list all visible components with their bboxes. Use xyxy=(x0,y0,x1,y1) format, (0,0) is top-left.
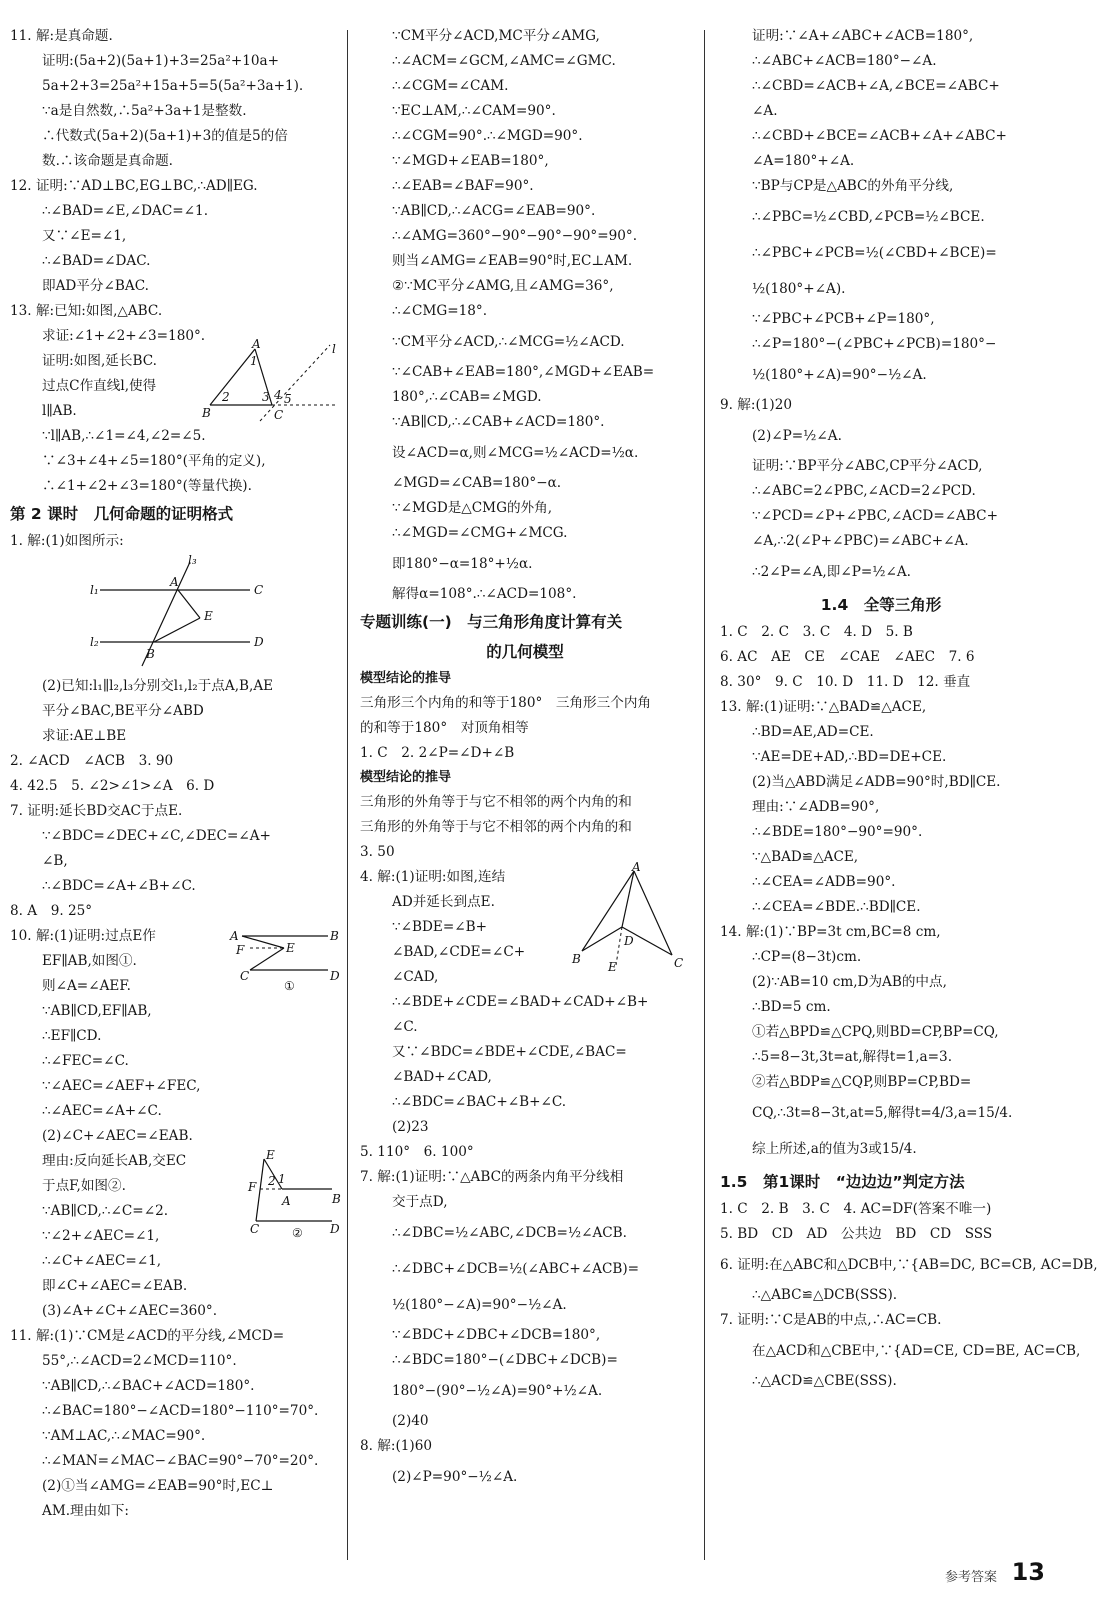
figure-4-block xyxy=(360,860,690,1040)
text-line: 即180°−α=18°+½α. xyxy=(392,556,533,572)
svg-text:F: F xyxy=(248,1180,257,1194)
text-line: ∵AM⊥AC,∴∠MAC=90°. xyxy=(42,1428,206,1444)
text-line: ∵∠CAB+∠EAB=180°,∠MGD+∠EAB= xyxy=(392,364,655,380)
text-line: ∴∠BAD=∠DAC. xyxy=(42,253,151,269)
text-line: EF∥AB,如图①. xyxy=(42,953,137,969)
svg-text:A: A xyxy=(632,860,641,874)
text-line: ∵l∥AB,∴∠1=∠4,∠2=∠5. xyxy=(42,428,206,444)
column-divider-2 xyxy=(704,30,705,1560)
text-line: 三角形的外角等于与它不相邻的两个内角的和 xyxy=(360,819,632,835)
text-line: 180°,∴∠CAB=∠MGD. xyxy=(392,389,542,405)
text-line: ∴∠P=180°−(∠PBC+∠PCB)=180°− xyxy=(752,336,997,352)
triangle-figure-13 xyxy=(200,337,340,423)
text-line: ∴∠MGD=∠CMG+∠MCG. xyxy=(392,525,568,541)
text-line: 5a+2+3=25a²+15a+5=5(5a²+3a+1). xyxy=(42,78,304,94)
text-line: 11. 解:(1)∵CM是∠ACD的平分线,∠MCD= xyxy=(10,1328,285,1344)
text-line: 综上所述,a的值为3或15/4. xyxy=(752,1141,917,1157)
text-line: ∴∠CBD+∠BCE=∠ACB+∠A+∠ABC+ xyxy=(752,128,1007,144)
text-line: ∴∠DBC=½∠ABC,∠DCB=½∠ACB. xyxy=(392,1225,627,1241)
svg-text:A: A xyxy=(170,575,179,589)
text-line: ②∵MC平分∠AMG,且∠AMG=36°, xyxy=(392,278,614,294)
text-line: ∵CM平分∠ACD,MC平分∠AMG, xyxy=(392,28,600,44)
text-line: ∠C. xyxy=(392,1019,418,1035)
text-line: 4. 42.5 5. ∠2>∠1>∠A 6. D xyxy=(10,778,215,794)
text-line: 13. 解:已知:如图,△ABC. xyxy=(10,303,163,319)
text-line: 55°,∴∠ACD=2∠MCD=110°. xyxy=(42,1353,237,1369)
text-line: 11. 解:是真命题. xyxy=(10,28,113,44)
svg-text:3: 3 xyxy=(262,390,270,404)
svg-text:E: E xyxy=(286,941,295,955)
svg-text:1: 1 xyxy=(250,354,258,368)
text-line: 证明:∵BP平分∠ABC,CP平分∠ACD, xyxy=(752,458,983,474)
svg-text:l₁: l₁ xyxy=(90,583,99,597)
text-line: 又∵∠BDC=∠BDE+∠CDE,∠BAC= xyxy=(392,1044,627,1060)
section-heading: 1.5 第1课时 “边边边”判定方法 xyxy=(720,1173,965,1191)
svg-text:E: E xyxy=(266,1148,275,1162)
text-line: ∴∠FEC=∠C. xyxy=(42,1053,129,1069)
text-line: AD并延长到点E. xyxy=(392,894,495,910)
text-line: ∵∠PBC+∠PCB+∠P=180°, xyxy=(752,311,935,327)
svg-text:C: C xyxy=(250,1222,260,1236)
section-heading: 1.4 全等三角形 xyxy=(820,596,942,614)
text-line: 解得α=108°.∴∠ACD=108°. xyxy=(392,586,577,602)
text-line: (2)∠C+∠AEC=∠EAB. xyxy=(42,1128,193,1144)
text-line: ∴∠BDC=∠BAC+∠B+∠C. xyxy=(392,1094,567,1110)
text-line: 的和等于180° 对顶角相等 xyxy=(360,720,529,736)
text-line: 180°−(90°−½∠A)=90°+½∠A. xyxy=(392,1383,603,1399)
text-line: 证明:如图,延长BC. xyxy=(42,353,157,369)
svg-text:①: ① xyxy=(284,979,295,993)
svg-text:B: B xyxy=(330,929,339,943)
text-line: ∵∠AEC=∠AEF+∠FEC, xyxy=(42,1078,201,1094)
text-line: 交于点D, xyxy=(392,1194,448,1210)
text-line: ∵AB∥CD,∴∠BAC+∠ACD=180°. xyxy=(42,1378,255,1394)
text-line: ∴△ACD≌△CBE(SSS). xyxy=(752,1373,897,1389)
text-line: 12. 证明:∵AD⊥BC,EG⊥BC,∴AD∥EG. xyxy=(10,178,258,194)
text-line: ∠CAD, xyxy=(392,969,439,985)
text-line: ∴CP=(8−3t)cm. xyxy=(752,949,862,965)
text-line: 2. ∠ACD ∠ACB 3. 90 xyxy=(10,753,174,769)
text-line: ∵∠3+∠4+∠5=180°(平角的定义), xyxy=(42,453,266,469)
arrowhead-figure-4 xyxy=(572,860,687,974)
text-line: CQ,∴3t=8−3t,at=5,解得t=4/3,a=15/4. xyxy=(752,1105,1013,1121)
text-line: ∴5=8−3t,3t=at,解得t=1,a=3. xyxy=(752,1049,953,1065)
text-line: ∵EC⊥AM,∴∠CAM=90°. xyxy=(392,103,556,119)
text-line: ∴2∠P=∠A,即∠P=½∠A. xyxy=(752,564,911,580)
text-line: AM.理由如下: xyxy=(42,1503,130,1519)
text-line: ∴∠BDC=∠A+∠B+∠C. xyxy=(42,878,196,894)
text-line: 于点F,如图②. xyxy=(42,1178,126,1194)
text-line: ∴∠CMG=18°. xyxy=(392,303,488,319)
svg-text:D: D xyxy=(254,635,264,649)
text-line: ∴∠EAB=∠BAF=90°. xyxy=(392,178,534,194)
text-line: ∴∠1+∠2+∠3=180°(等量代换). xyxy=(42,478,252,494)
figure-10-diagram-2 xyxy=(242,1149,342,1239)
text-line: ∵BP与CP是△ABC的外角平分线, xyxy=(752,178,954,194)
svg-text:C: C xyxy=(240,969,250,983)
text-line: 三角形三个内角的和等于180° 三角形三个内角 xyxy=(360,695,652,711)
svg-text:E: E xyxy=(204,609,213,623)
text-line: ∠BAD,∠CDE=∠C+ xyxy=(392,944,526,960)
text-line: ∵AB∥CD,∴∠C=∠2. xyxy=(42,1203,169,1219)
text-line: (2)已知:l₁∥l₂,l₃分别交l₁,l₂于点A,B,AE xyxy=(42,678,274,694)
svg-text:l: l xyxy=(332,342,336,356)
text-line: 平分∠BAC,BE平分∠ABD xyxy=(42,703,204,719)
text-line: 14. 解:(1)∵BP=3t cm,BC=8 cm, xyxy=(720,924,941,940)
svg-text:l₃: l₃ xyxy=(188,553,197,567)
answer-column-1 xyxy=(10,24,341,1524)
svg-text:B: B xyxy=(332,1192,341,1206)
column-divider-1 xyxy=(347,30,348,1560)
text-line: ∴∠CEA=∠BDE.∴BD∥CE. xyxy=(752,899,921,915)
text-line: 6. AC AE CE ∠CAE ∠AEC 7. 6 xyxy=(720,649,975,665)
text-line: l∥AB. xyxy=(42,403,77,419)
svg-text:F: F xyxy=(236,943,245,957)
text-line: 8. 30° 9. C 10. D 11. D 12. 垂直 xyxy=(720,674,971,690)
text-line: 即∠C+∠AEC=∠EAB. xyxy=(42,1278,188,1294)
text-line: 则当∠AMG=∠EAB=90°时,EC⊥AM. xyxy=(392,253,633,269)
text-line: 1. C 2. 2∠P=∠D+∠B xyxy=(360,745,515,761)
figure-13-block xyxy=(10,337,338,449)
svg-text:E: E xyxy=(608,960,617,974)
svg-text:C: C xyxy=(674,956,684,970)
text-line: ∴代数式(5a+2)(5a+1)+3的值是5的倍 xyxy=(42,128,288,144)
text-line: 8. A 9. 25° xyxy=(10,903,93,919)
text-line: 三角形的外角等于与它不相邻的两个内角的和 xyxy=(360,794,632,810)
text-line: ∴∠C+∠AEC=∠1, xyxy=(42,1253,162,1269)
text-line: 8. 解:(1)60 xyxy=(360,1438,433,1454)
svg-text:2: 2 xyxy=(268,1174,276,1188)
text-line: 求证:AE⊥BE xyxy=(42,728,127,744)
svg-text:A: A xyxy=(282,1194,291,1208)
text-line: ∵∠MGD+∠EAB=180°, xyxy=(392,153,549,169)
text-line: ∴BD=AE,AD=CE. xyxy=(752,724,874,740)
text-line: ∴∠CGM=∠CAM. xyxy=(392,78,509,94)
text-line: 1. C 2. C 3. C 4. D 5. B xyxy=(720,624,913,640)
text-line: ∴∠BAC=180°−∠ACD=180°−110°=70°. xyxy=(42,1403,319,1419)
svg-text:②: ② xyxy=(292,1226,303,1240)
text-line: 理由:∵∠ADB=90°, xyxy=(752,799,880,815)
text-line: 5. 110° 6. 100° xyxy=(360,1144,474,1160)
text-line: ∴∠MAN=∠MAC−∠BAC=90°−70°=20°. xyxy=(42,1453,319,1469)
text-line: 1. 解:(1)如图所示: xyxy=(10,533,124,549)
text-line: ∵AB∥CD,∴∠CAB+∠ACD=180°. xyxy=(392,414,605,430)
text-line: ∵∠BDE=∠B+ xyxy=(392,919,488,935)
text-line: ∠A,∴2(∠P+∠PBC)=∠ABC+∠A. xyxy=(752,533,969,549)
svg-text:A: A xyxy=(230,929,239,943)
text-line: 4. 解:(1)证明:如图,连结 xyxy=(360,869,506,885)
text-line: ∵△BAD≌△ACE, xyxy=(752,849,859,865)
svg-text:l₂: l₂ xyxy=(90,635,99,649)
text-line: (2)①当∠AMG=∠EAB=90°时,EC⊥ xyxy=(42,1478,274,1494)
text-line: ∵AE=DE+AD,∴BD=DE+CE. xyxy=(752,749,947,765)
text-line: ①若△BPD≌△CPQ,则BD=CP,BP=CQ, xyxy=(752,1024,999,1040)
text-line: ∴∠AEC=∠A+∠C. xyxy=(42,1103,162,1119)
text-line: ∵∠PCD=∠P+∠PBC,∠ACD=∠ABC+ xyxy=(752,508,998,524)
text-line: 在△ACD和△CBE中,∵{AD=CE, CD=BE, AC=CB, xyxy=(752,1343,1081,1359)
text-line: ②若△BDP≌△CQP,则BP=CP,BD= xyxy=(752,1074,972,1090)
text-line: 过点C作直线l,使得 xyxy=(42,378,157,394)
svg-text:A: A xyxy=(252,337,261,351)
section-heading: 的几何模型 xyxy=(486,643,564,661)
text-line: 又∵∠E=∠1, xyxy=(42,228,127,244)
text-line: ∴∠ACM=∠GCM,∠AMC=∠GMC. xyxy=(392,53,616,69)
text-line: ∵CM平分∠ACD,∴∠MCG=½∠ACD. xyxy=(392,334,625,350)
text-line: ∴△ABC≌△DCB(SSS). xyxy=(752,1287,898,1303)
text-line: 6. 证明:在△ABC和△DCB中,∵{AB=DC, BC=CB, AC=DB, xyxy=(720,1257,1098,1273)
figure-10b-block xyxy=(10,1148,341,1274)
text-line: 5. BD CD AD 公共边 BD CD SSS xyxy=(720,1226,993,1242)
text-line: 13. 解:(1)证明:∵△BAD≌△ACE, xyxy=(720,699,927,715)
text-line: 数.∴该命题是真命题. xyxy=(42,153,173,169)
section-heading: 专题训练(一) 与三角形角度计算有关 xyxy=(360,613,623,631)
svg-text:1: 1 xyxy=(278,1172,286,1186)
svg-text:B: B xyxy=(146,647,155,661)
text-line: 7. 解:(1)证明:∵△ABC的两条内角平分线相 xyxy=(360,1169,624,1185)
text-line: ∴∠ABC+∠ACB=180°−∠A. xyxy=(752,53,937,69)
text-line: ∴∠BAD=∠E,∠DAC=∠1. xyxy=(42,203,209,219)
text-line: ∵∠MGD是△CMG的外角, xyxy=(392,500,553,516)
text-line: ½(180°+∠A)=90°−½∠A. xyxy=(752,367,927,383)
text-line: 9. 解:(1)20 xyxy=(720,397,793,413)
svg-text:5: 5 xyxy=(284,392,292,406)
text-line: ∴∠PBC+∠PCB=½(∠CBD+∠BCE)= xyxy=(752,245,997,261)
text-line: ∴EF∥CD. xyxy=(42,1028,102,1044)
text-line: ∴∠ABC=2∠PBC,∠ACD=2∠PCD. xyxy=(752,483,976,499)
text-line: 10. 解:(1)证明:过点E作 xyxy=(10,928,156,944)
text-line: ∠B, xyxy=(42,853,68,869)
svg-text:D: D xyxy=(330,1222,340,1236)
text-line: 3. 50 xyxy=(360,844,395,860)
text-line: (2)∵AB=10 cm,D为AB的中点, xyxy=(752,974,947,990)
section-heading: 第 2 课时 几何命题的证明格式 xyxy=(10,505,234,523)
page-label: 参考答案 xyxy=(944,1570,997,1585)
text-line: (2)∠P=90°−½∠A. xyxy=(392,1469,518,1485)
svg-text:4: 4 xyxy=(274,388,282,402)
svg-text:C: C xyxy=(274,408,284,422)
text-line: 理由:反向延长AB,交EC xyxy=(42,1153,187,1169)
svg-text:B: B xyxy=(202,406,211,420)
text-line: 求证:∠1+∠2+∠3=180°. xyxy=(42,328,206,344)
text-line: ∴∠AMG=360°−90°−90°−90°=90°. xyxy=(392,228,638,244)
subsection-heading: 模型结论的推导 xyxy=(360,671,452,686)
text-line: 7. 证明:∵C是AB的中点,∴AC=CB. xyxy=(720,1312,942,1328)
answer-column-2 xyxy=(360,24,690,1495)
svg-text:2: 2 xyxy=(222,390,230,404)
text-line: (2)40 xyxy=(392,1413,429,1429)
text-line: ½(180°−∠A)=90°−½∠A. xyxy=(392,1297,567,1313)
text-line: 即AD平分∠BAC. xyxy=(42,278,149,294)
text-line: ∵∠BDC+∠DBC+∠DCB=180°, xyxy=(392,1327,601,1343)
text-line: ∠A=180°+∠A. xyxy=(752,153,855,169)
text-line: ∴∠BDC=180°−(∠DBC+∠DCB)= xyxy=(392,1352,618,1368)
svg-text:C: C xyxy=(254,583,264,597)
text-line: (2)∠P=½∠A. xyxy=(752,428,842,444)
page-number: 13 xyxy=(1011,1558,1045,1586)
text-line: ∵AB∥CD,EF∥AB, xyxy=(42,1003,152,1019)
text-line: ∴∠DBC+∠DCB=½(∠ABC+∠ACB)= xyxy=(392,1261,640,1277)
text-line: 证明:(5a+2)(5a+1)+3=25a²+10a+ xyxy=(42,53,280,69)
svg-text:D: D xyxy=(330,969,340,983)
text-line: ∴BD=5 cm. xyxy=(752,999,831,1015)
text-line: ∵a是自然数,∴5a²+3a+1是整数. xyxy=(42,103,247,119)
subsection-heading: 模型结论的推导 xyxy=(360,770,452,785)
text-line: ∵AB∥CD,∴∠ACG=∠EAB=90°. xyxy=(392,203,596,219)
text-line: ∴∠CBD=∠ACB+∠A,∠BCE=∠ABC+ xyxy=(752,78,1000,94)
parallel-lines-figure xyxy=(70,554,290,674)
text-line: 设∠ACD=α,则∠MCG=½∠ACD=½α. xyxy=(392,445,639,461)
text-line: (2)当△ABD满足∠ADB=90°时,BD∥CE. xyxy=(752,774,1001,790)
text-line: 7. 证明:延长BD交AC于点E. xyxy=(10,803,183,819)
text-line: (3)∠A+∠C+∠AEC=360°. xyxy=(42,1303,218,1319)
text-line: ½(180°+∠A). xyxy=(752,281,846,297)
text-line: ∵∠BDC=∠DEC+∠C,∠DEC=∠A+ xyxy=(42,828,271,844)
text-line: ∵∠2+∠AEC=∠1, xyxy=(42,1228,160,1244)
text-line: ∠MGD=∠CAB=180°−α. xyxy=(392,475,562,491)
text-line: ∴∠CGM=90°.∴∠MGD=90°. xyxy=(392,128,583,144)
text-line: ∴∠CEA=∠ADB=90°. xyxy=(752,874,896,890)
text-line: ∠A. xyxy=(752,103,778,119)
text-line: 1. C 2. B 3. C 4. AC=DF(答案不唯一) xyxy=(720,1201,992,1217)
svg-text:B: B xyxy=(572,952,581,966)
figure-10a-block xyxy=(10,924,338,1074)
text-line: 证明:∵∠A+∠ABC+∠ACB=180°, xyxy=(752,28,974,44)
figure-10-diagram-1 xyxy=(228,924,338,994)
text-line: ∠BAD+∠CAD, xyxy=(392,1069,492,1085)
text-line: ∴∠BDE=180°−90°=90°. xyxy=(752,824,923,840)
text-line: ∴∠BDE+∠CDE=∠BAD+∠CAD+∠B+ xyxy=(392,994,649,1010)
text-line: ∴∠PBC=½∠CBD,∠PCB=½∠BCE. xyxy=(752,209,985,225)
svg-text:D: D xyxy=(624,934,634,948)
answer-column-3 xyxy=(720,24,1098,1394)
text-line: (2)23 xyxy=(392,1119,429,1135)
text-line: 则∠A=∠AEF. xyxy=(42,978,131,994)
